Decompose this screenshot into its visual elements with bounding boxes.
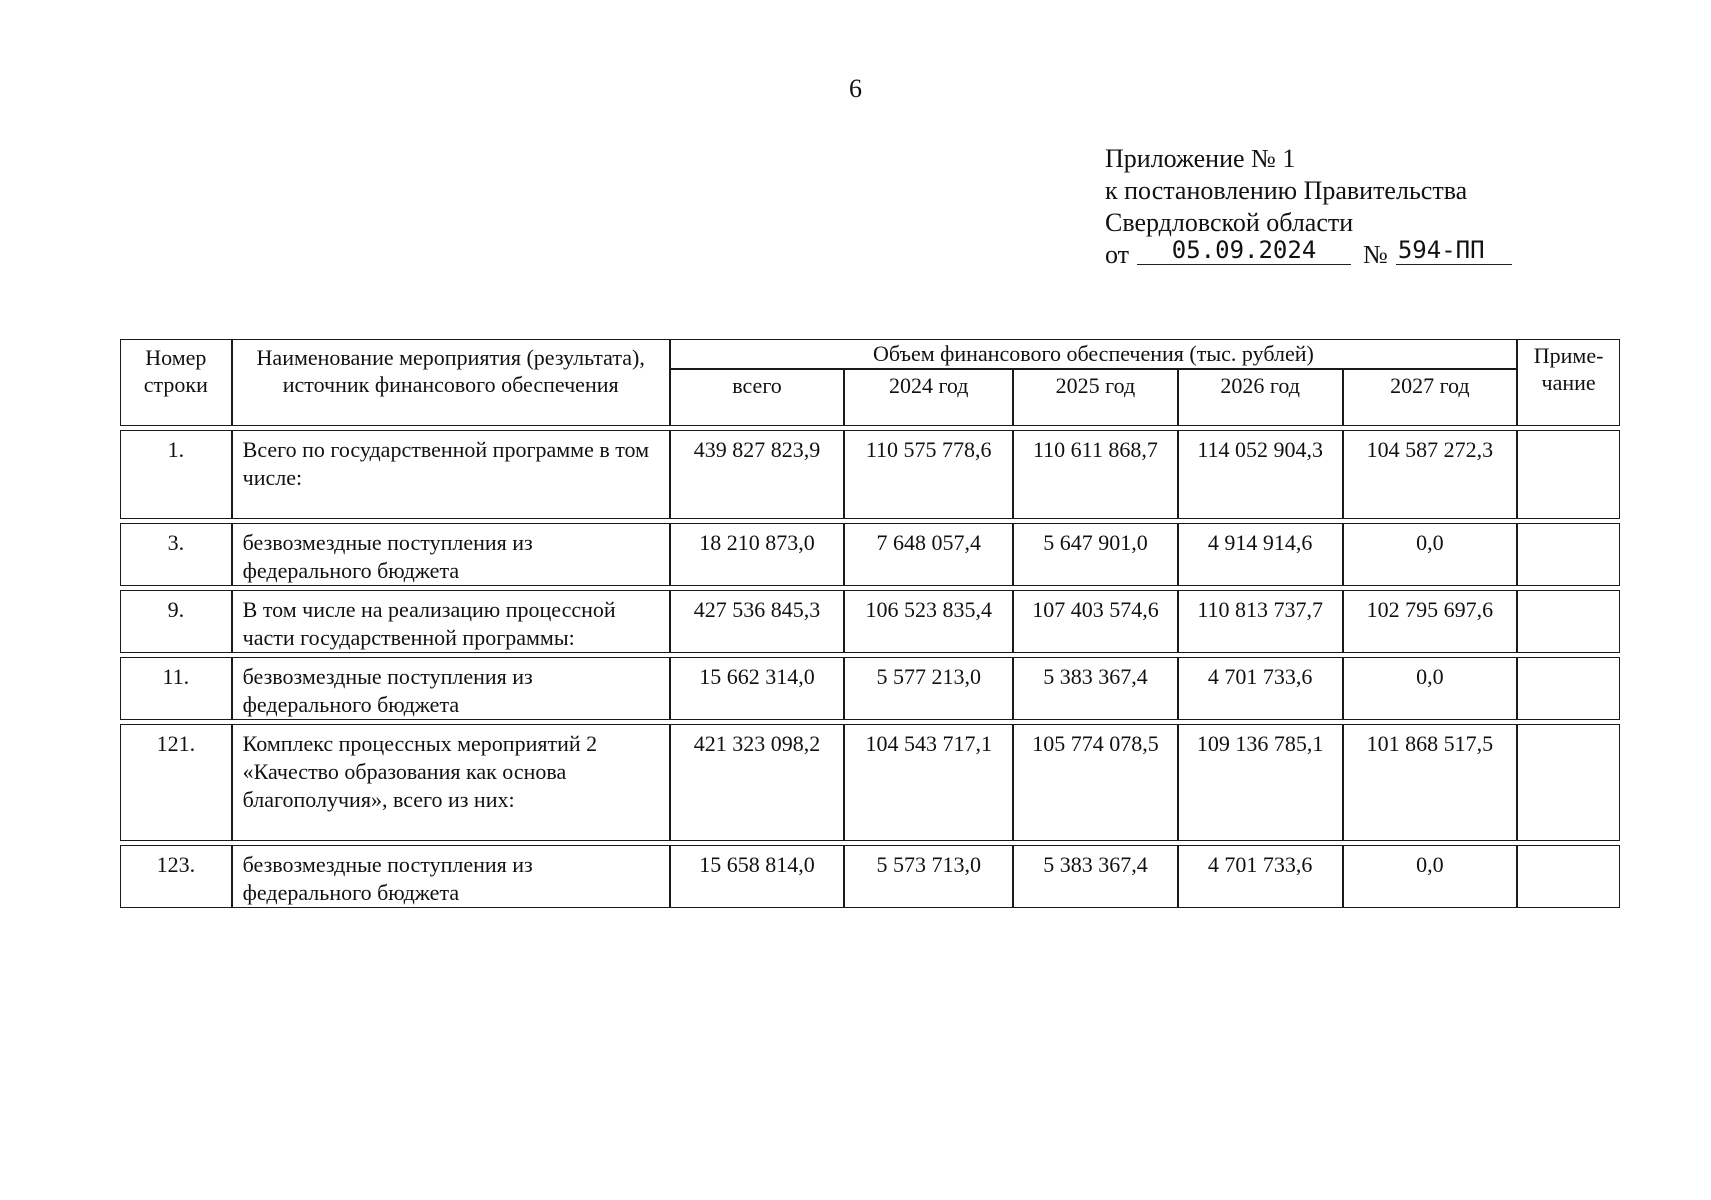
row-number: 9. — [120, 590, 232, 653]
row-name: Всего по государственной программе в том числе: — [232, 430, 670, 519]
row-2026: 110 813 737,7 — [1178, 590, 1343, 653]
row-2024: 5 577 213,0 — [844, 657, 1013, 720]
row-note — [1517, 430, 1620, 519]
table-row — [120, 590, 1620, 653]
row-2024: 104 543 717,1 — [844, 724, 1013, 841]
row-2025: 5 383 367,4 — [1013, 657, 1178, 720]
row-2024: 110 575 778,6 — [844, 430, 1013, 519]
appendix-block — [1105, 143, 1512, 271]
header-year-2027: 2027 год — [1343, 369, 1518, 426]
row-name: безвозмездные поступления из федерального бюджета — [232, 523, 670, 586]
row-2025: 105 774 078,5 — [1013, 724, 1178, 841]
appendix-date-line — [1105, 236, 1512, 271]
row-number: 123. — [120, 845, 232, 908]
row-name: В том числе на реализацию процессной части государственной программы: — [232, 590, 670, 653]
row-name: безвозмездные поступления из федерального бюджета — [232, 845, 670, 908]
financing-table — [120, 339, 1620, 908]
row-2024: 106 523 835,4 — [844, 590, 1013, 653]
row-2026: 4 701 733,6 — [1178, 845, 1343, 908]
appendix-region: Свердловской области — [1105, 208, 1354, 237]
header-row-number: Номер строки — [120, 339, 232, 426]
row-note — [1517, 657, 1620, 720]
table-row — [120, 523, 1620, 586]
row-total: 15 658 814,0 — [670, 845, 845, 908]
row-note — [1517, 724, 1620, 841]
row-2027: 101 868 517,5 — [1343, 724, 1518, 841]
row-2027: 0,0 — [1343, 845, 1518, 908]
page-number: 6 — [849, 74, 862, 103]
row-2026: 4 701 733,6 — [1178, 657, 1343, 720]
row-2026: 109 136 785,1 — [1178, 724, 1343, 841]
table-row — [120, 657, 1620, 720]
header-note: Приме-чание — [1517, 339, 1620, 426]
row-2024: 7 648 057,4 — [844, 523, 1013, 586]
date-prefix: от — [1105, 240, 1130, 269]
row-number: 1. — [120, 430, 232, 519]
table-row — [120, 724, 1620, 841]
table-row — [120, 430, 1620, 519]
row-2024: 5 573 713,0 — [844, 845, 1013, 908]
row-note — [1517, 523, 1620, 586]
row-2026: 4 914 914,6 — [1178, 523, 1343, 586]
row-2027: 0,0 — [1343, 523, 1518, 586]
header-funding-volume: Объем финансового обеспечения (тыс. рублей) — [670, 339, 1517, 369]
row-number: 11. — [120, 657, 232, 720]
row-total: 18 210 873,0 — [670, 523, 845, 586]
header-total: всего — [670, 369, 845, 426]
number-prefix: № — [1363, 240, 1388, 269]
row-name: безвозмездные поступления из федерального бюджета — [232, 657, 670, 720]
header-year-2024: 2024 год — [844, 369, 1013, 426]
appendix-title: Приложение № 1 — [1105, 144, 1296, 173]
appendix-resolution: к постановлению Правительства — [1105, 176, 1468, 205]
row-total: 427 536 845,3 — [670, 590, 845, 653]
table-row — [120, 845, 1620, 908]
row-note — [1517, 590, 1620, 653]
row-total: 15 662 314,0 — [670, 657, 845, 720]
row-name: Комплекс процессных мероприятий 2 «Качество образования как основа благополучия», всего из них: — [232, 724, 670, 841]
row-2027: 102 795 697,6 — [1343, 590, 1518, 653]
row-total: 421 323 098,2 — [670, 724, 845, 841]
row-2025: 110 611 868,7 — [1013, 430, 1178, 519]
header-activity-name: Наименование мероприятия (результата), источник финансового обеспечения — [232, 339, 670, 426]
row-2027: 0,0 — [1343, 657, 1518, 720]
resolution-date: 05.09.2024 — [1137, 236, 1351, 265]
header-year-2026: 2026 год — [1178, 369, 1343, 426]
header-year-2025: 2025 год — [1013, 369, 1178, 426]
row-2027: 104 587 272,3 — [1343, 430, 1518, 519]
row-2026: 114 052 904,3 — [1178, 430, 1343, 519]
resolution-number: 594-ПП — [1396, 236, 1512, 265]
row-2025: 5 647 901,0 — [1013, 523, 1178, 586]
row-2025: 5 383 367,4 — [1013, 845, 1178, 908]
row-total: 439 827 823,9 — [670, 430, 845, 519]
row-number: 121. — [120, 724, 232, 841]
row-number: 3. — [120, 523, 232, 586]
row-note — [1517, 845, 1620, 908]
row-2025: 107 403 574,6 — [1013, 590, 1178, 653]
